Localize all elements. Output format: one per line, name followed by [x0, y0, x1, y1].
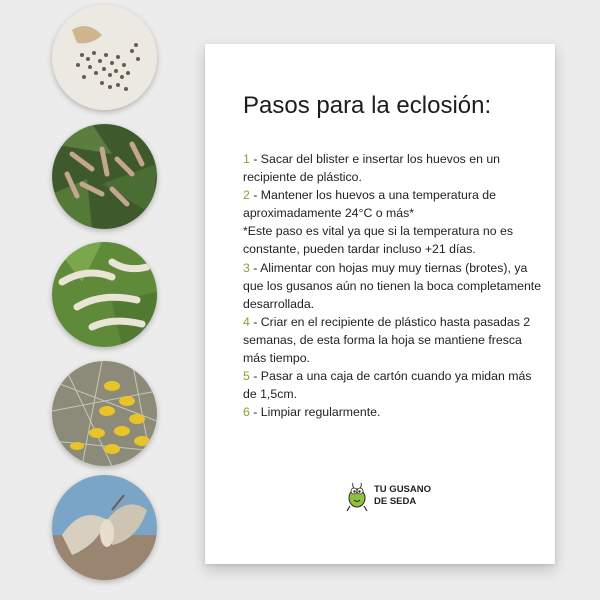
yellow-cocoons-photo — [52, 361, 157, 466]
step-number: 6 — [243, 405, 250, 420]
step-text: - Alimentar con hojas muy muy tiernas (brotes), ya que los gusanos aún no tienen la boca completamente desarrollada. — [243, 260, 542, 311]
silkworms-on-leaves-photo — [52, 124, 157, 229]
step-text: - Pasar a una caja de cartón cuando ya midan más de 1,5cm. — [243, 369, 532, 402]
step-text: - Sacar del blister e insertar los huevos en un recipiente de plástico. — [243, 152, 501, 185]
step-number: 1 — [243, 152, 250, 166]
step-text: - Mantener los huevos a una temperatura de aproximadamente 24°C o más* — [243, 188, 496, 221]
brand-logo — [343, 480, 431, 512]
step-text: - Criar en el recipiente de plástico hasta pasadas 2 semanas, de esta forma la hoja se mantiene fresca más tiempo. — [243, 314, 531, 366]
page-title: Pasos para la eclosión: — [243, 92, 492, 119]
step-number: 2 — [243, 188, 250, 203]
list-item-note — [243, 222, 543, 258]
silkworm-eggs-photo — [52, 5, 157, 110]
steps-list — [243, 150, 543, 421]
list-item — [243, 259, 543, 313]
step-number: 3 — [243, 260, 250, 275]
brand-name-line1: TU GUSANO — [374, 484, 431, 495]
step-text: - Limpiar regularmente. — [249, 405, 381, 420]
step-number: 4 — [243, 314, 250, 329]
brand-name — [374, 484, 431, 508]
white-silkworms-photo — [52, 242, 157, 347]
cricket-mascot-icon — [343, 480, 371, 512]
list-item — [243, 367, 543, 403]
silk-moth-photo — [52, 475, 157, 580]
list-item — [243, 313, 543, 367]
instructions-card — [205, 44, 555, 564]
list-item — [243, 150, 543, 186]
step-number: 5 — [243, 369, 250, 384]
step-note-text: *Este paso es vital ya que si la temperatura no es constante, pueden tardar incluso +21 días. — [243, 224, 513, 257]
brand-name-line2: DE SEDA — [374, 496, 417, 507]
list-item — [243, 186, 543, 222]
list-item — [243, 403, 543, 421]
